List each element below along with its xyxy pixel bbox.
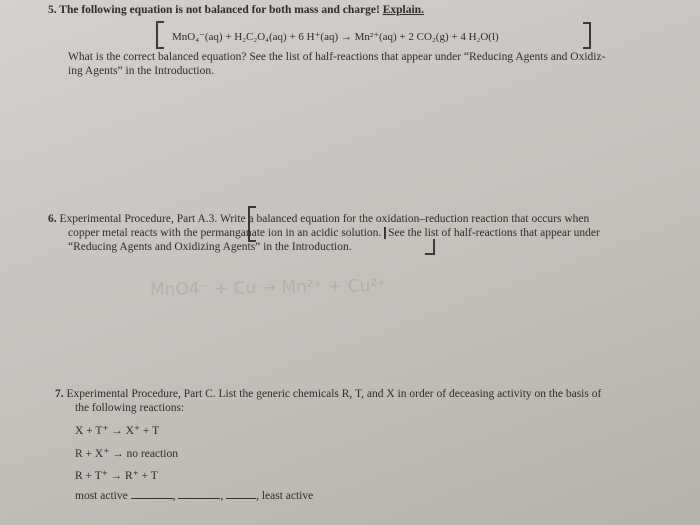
- reaction-1: X + T⁺ → X⁺ + T: [75, 425, 160, 437]
- right-bracket-mark: [583, 22, 591, 49]
- left-bracket-mark: [156, 21, 164, 49]
- bleed-through-writing: MnO4⁻ + Cu → Mn²⁺ + Cu²⁺: [149, 275, 387, 301]
- q5-heading: [48, 4, 424, 17]
- least-active-label: , least active: [256, 490, 314, 502]
- q6-line1-rest: Write a balanced equation for the oxidation–reduction reaction that occurs when: [219, 213, 590, 225]
- q5-equation: MnO₄⁻(aq) + H₂C₂O₄(aq) + 6 H⁺(aq) → Mn²⁺(aq) + 2 CO₂(g) + 4 H₂O(l): [172, 31, 499, 43]
- q6-line2-a: copper metal reacts with the permanganate ion in an acidic solution.: [68, 227, 382, 239]
- answer-blank-3[interactable]: [226, 498, 256, 499]
- q5-prompt: The following equation is not balanced for both mass and charge!: [59, 4, 380, 16]
- q7-number: 7.: [55, 388, 64, 400]
- bracket-mark: [381, 227, 386, 239]
- q5-line2: ing Agents” in the Introduction.: [68, 65, 214, 77]
- q5-explain: Explain.: [382, 4, 424, 16]
- q7-line1-text: Experimental Procedure, Part C. List the generic chemicals R, T, and X in order of deceasing activity on the basis of: [66, 388, 602, 400]
- q7-line2: the following reactions:: [75, 402, 185, 414]
- reaction-2: R + X⁺ → no reaction: [75, 448, 178, 460]
- most-active-label: most active: [75, 490, 128, 502]
- activity-order-line: most active , , , least active: [75, 490, 314, 502]
- q5-number: 5.: [48, 4, 57, 16]
- answer-blank-2[interactable]: [178, 498, 220, 499]
- q6-line2-b: See the list of half-reactions that appear under: [388, 227, 600, 239]
- q6-lead: Experimental Procedure, Part A.3.: [59, 213, 218, 225]
- q6-line1: [48, 213, 589, 226]
- q6-number: 6.: [48, 213, 57, 225]
- q6-line2: [68, 227, 600, 240]
- q5-line1: What is the correct balanced equation? See the list of half-reactions that appear under “Reducing Agents and Oxidiz-: [68, 51, 606, 63]
- reaction-3: R + T⁺ → R⁺ + T: [75, 470, 158, 482]
- q7-line1: [55, 388, 601, 401]
- q6-line3: “Reducing Agents and Oxidizing Agents” in the Introduction.: [68, 241, 352, 253]
- corner-bracket-mark: [425, 239, 435, 255]
- answer-blank-1[interactable]: [131, 498, 173, 499]
